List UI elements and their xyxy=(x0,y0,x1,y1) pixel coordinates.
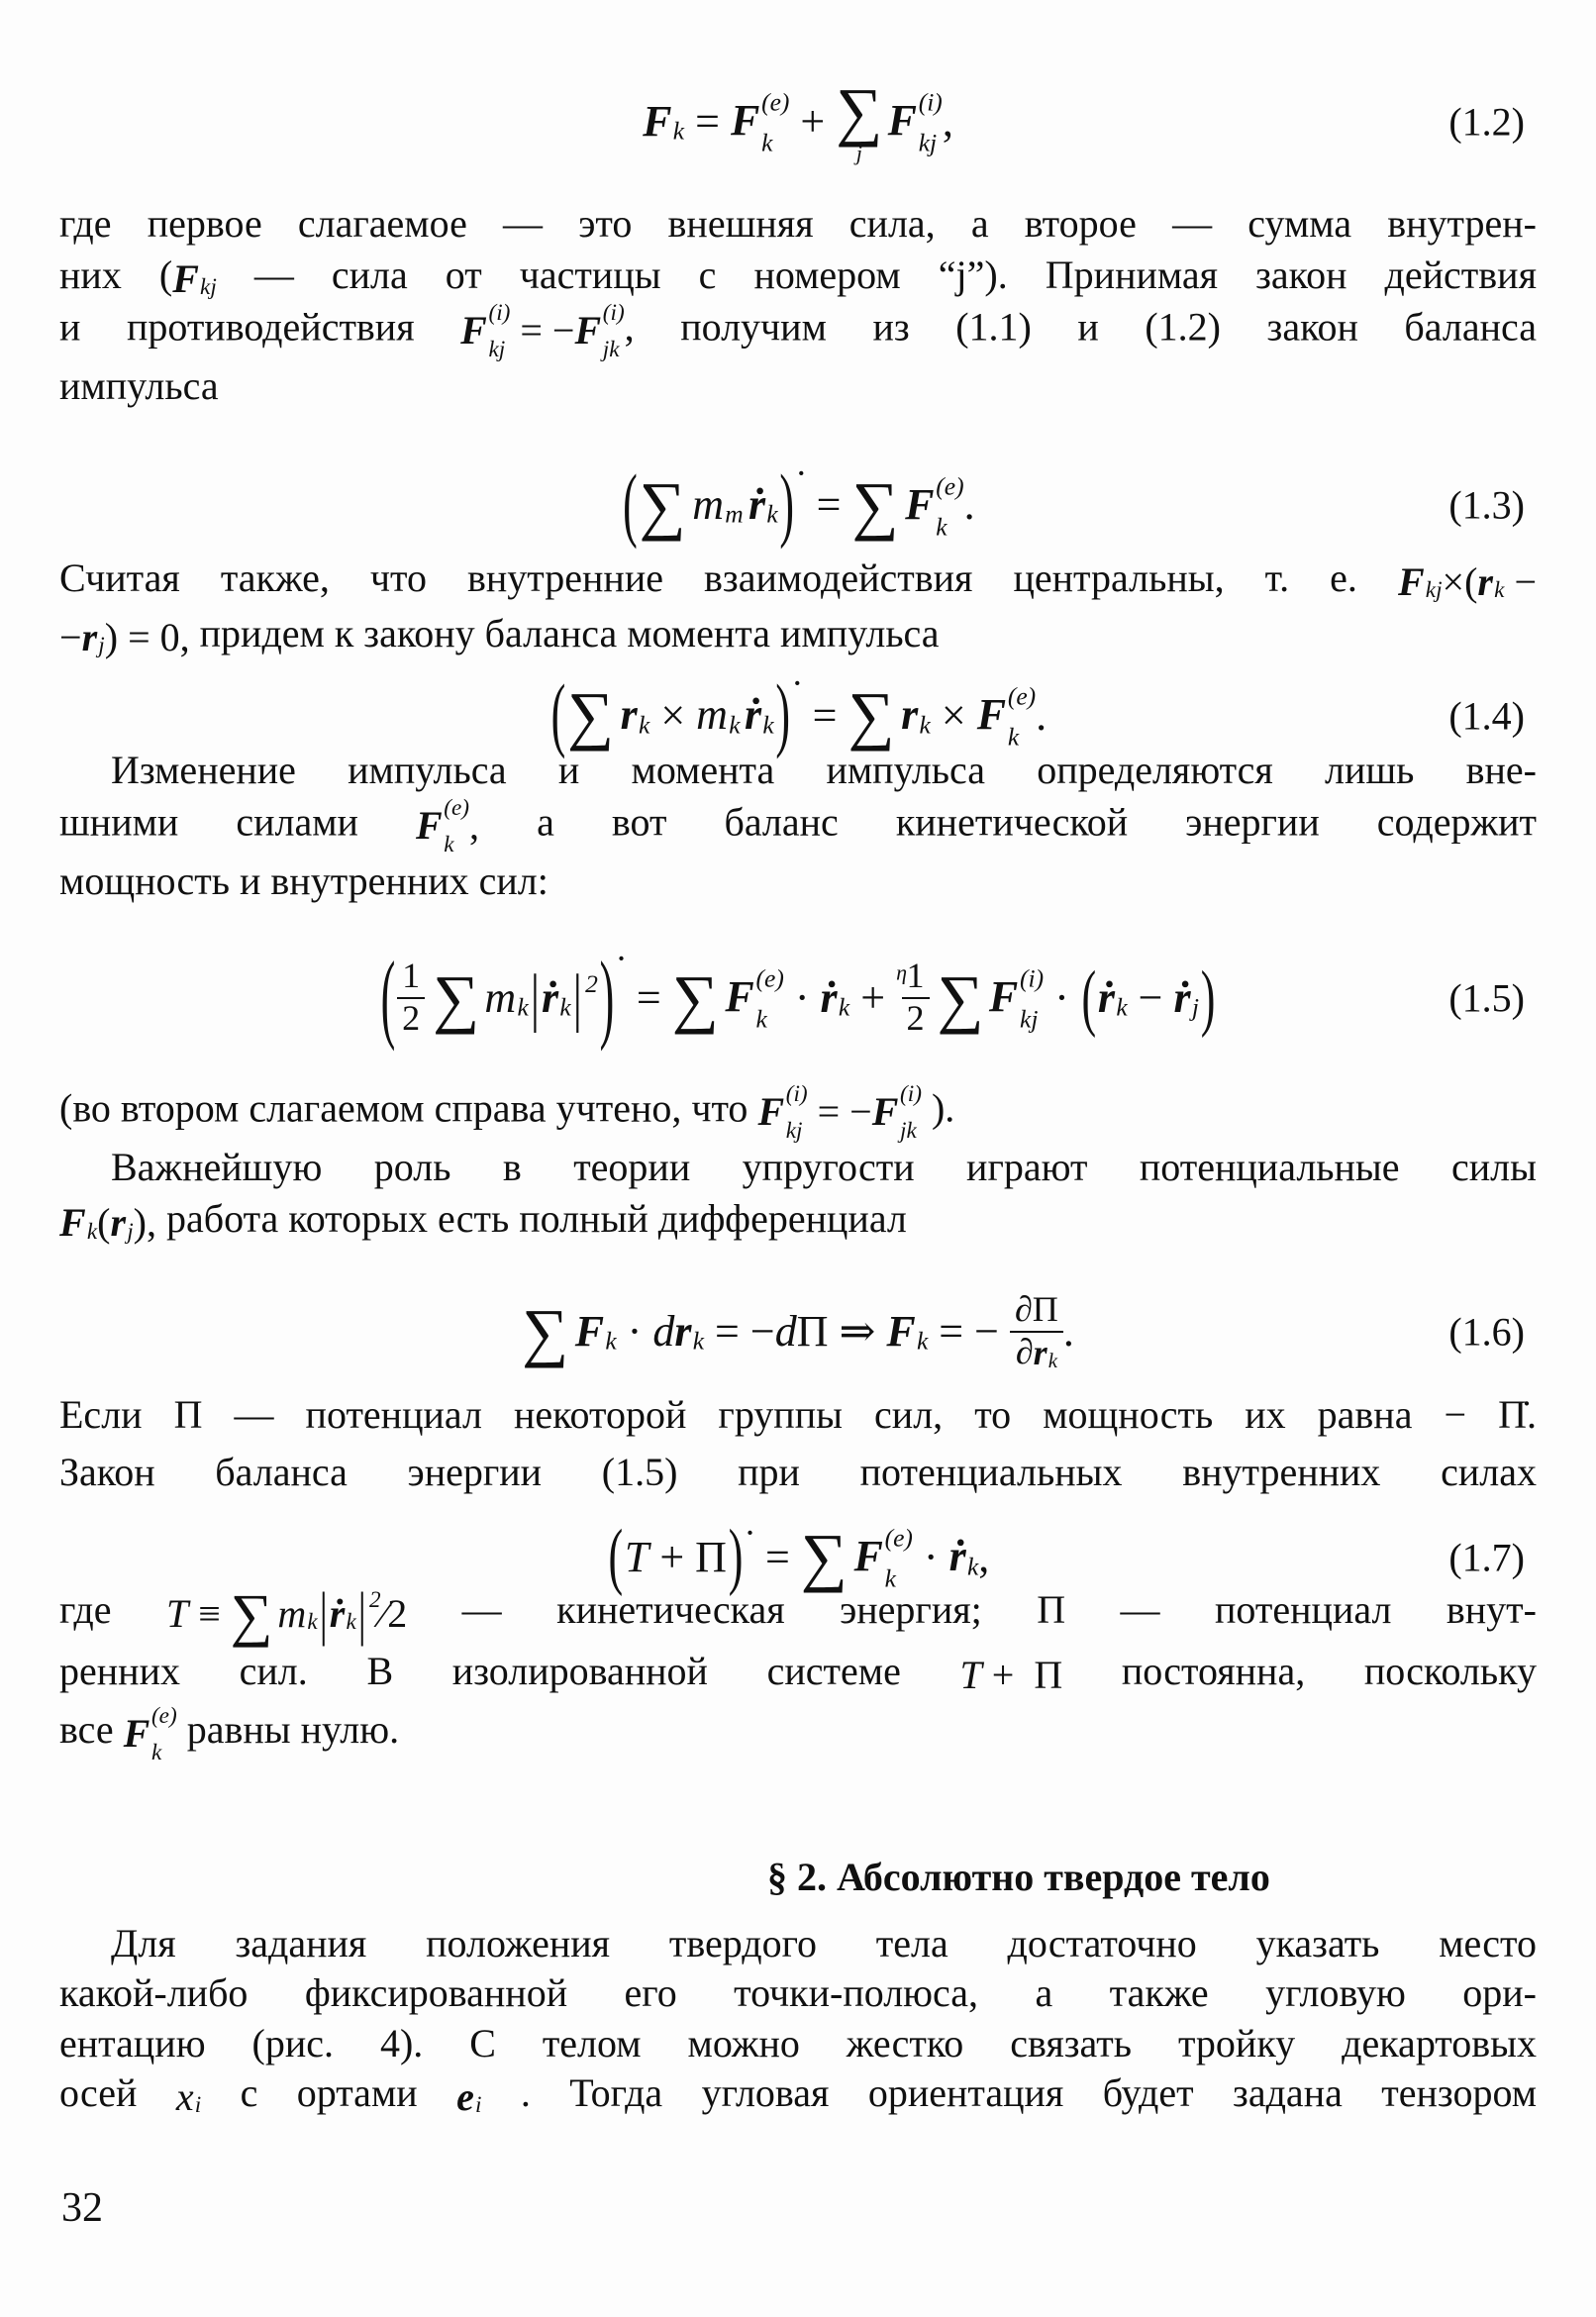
text-line xyxy=(59,2068,1537,2118)
equation-1-7-math: ( T + П ) · = ∑ F (e) k · ṙ k , xyxy=(608,1514,990,1598)
text-line xyxy=(59,1919,1537,1968)
equation-1-4-math: ( ∑ r k × m k ṙ k ) · = ∑ r k × F (e) k . xyxy=(550,667,1047,761)
text-segment: все xyxy=(59,1707,124,1753)
inline-math: F kj xyxy=(172,255,217,301)
text-segment: Для задания положения твердого тела достаточно указать место xyxy=(111,1921,1537,1965)
text-segment: придем к закону баланса момента импульса xyxy=(189,610,940,655)
text-line xyxy=(59,2019,1537,2068)
text-line xyxy=(59,300,1537,363)
text-line xyxy=(59,553,1537,608)
page-number: 32 xyxy=(61,2185,103,2231)
text-segment: Если П — потенциал некоторой группы сил, то мощность их равна − П̇. xyxy=(59,1392,1537,1437)
text-segment: работа которых есть полный дифференциал xyxy=(155,1196,907,1242)
text-line xyxy=(59,1142,1537,1193)
equation-1-5 xyxy=(59,926,1537,1069)
equation-1-2-number: (1.2) xyxy=(1448,99,1525,144)
text-segment: — кинетическая энергия; П — потенциал внут- xyxy=(407,1587,1537,1632)
equation-1-2-math: F k = F (e) k + ∑ j F (i) kj , xyxy=(643,75,953,166)
text-segment: равны нулю. xyxy=(176,1707,400,1753)
section-2-heading: § 2. Абсолютно твердое тело xyxy=(767,1855,1270,1899)
equation-1-7-number: (1.7) xyxy=(1448,1535,1525,1579)
text-line xyxy=(59,1644,1537,1702)
text-line xyxy=(59,360,1537,412)
text-line xyxy=(59,198,1537,250)
text-segment: — сила от частицы с номером “j”). Принимая закон действия xyxy=(216,252,1537,297)
text-segment: ). xyxy=(921,1085,955,1131)
text-segment: осей xyxy=(59,2070,176,2116)
inline-math: − r j ) = 0, xyxy=(59,614,190,659)
equation-1-6-number: (1.6) xyxy=(1448,1309,1525,1354)
text-segment: , получим из (1.1) и (1.2) закон баланса xyxy=(624,304,1537,350)
paragraph-external-internal-forces xyxy=(59,198,1537,412)
text-segment: а вот баланс кинетической энергии содержит xyxy=(479,799,1537,845)
inline-math: F (i) kj = − F (i) jk xyxy=(460,300,625,363)
text-segment: Считая также, что внутренние взаимодействия центральны, т. е. xyxy=(59,555,1398,600)
text-segment: . Тогда угловая ориентация будет задана тензором xyxy=(481,2070,1538,2116)
text-line xyxy=(59,745,1537,796)
text-segment: Закон баланса энергии (1.5) при потенциальных внутренних силах xyxy=(59,1450,1537,1494)
text-segment: где первое слагаемое — это внешняя сила, а второе — сумма внутрен- xyxy=(59,201,1537,246)
equation-1-3-number: (1.3) xyxy=(1448,482,1525,528)
text-segment: и противодействия xyxy=(59,304,461,350)
inline-math: T ≡ ∑ m k | ṙ k | 2 ∕2 xyxy=(165,1579,408,1649)
text-segment: них ( xyxy=(59,252,173,297)
equation-1-2 xyxy=(59,54,1537,188)
text-segment: Важнейшую роль в теории упругости играют потенциальные силы xyxy=(111,1145,1537,1190)
inline-math: e i xyxy=(456,2073,482,2119)
paragraph-kinetic-energy xyxy=(59,1579,1537,1766)
text-line xyxy=(59,796,1537,856)
equation-1-6 xyxy=(59,1269,1537,1393)
paragraph-rigid-body xyxy=(59,1919,1537,2119)
text-segment: шними силами xyxy=(59,799,416,845)
equation-1-3 xyxy=(59,451,1537,559)
text-segment: где xyxy=(59,1587,166,1632)
inline-math: F (i) kj = − F (i) jk xyxy=(757,1081,922,1145)
equation-1-6-math: ∑ F k · d r k = − d П ⇒ F k = − ∂П ∂ r k . xyxy=(522,1288,1074,1373)
paragraph-central-interactions xyxy=(59,553,1537,663)
inline-math: x i xyxy=(175,2073,202,2119)
equation-1-5-math: ( 1 2 ∑ m k | ṙ k | 2 ) · = ∑ F (e) k · ṙ k + η 1 2 ∑ F (i) kj · ( ṙ k − ṙ j ) xyxy=(380,941,1216,1053)
inline-math: T + П xyxy=(959,1653,1063,1698)
text-segment: мощность и внутренних сил: xyxy=(59,858,549,904)
text-segment: (во втором слагаемом справа учтено, что xyxy=(59,1085,758,1131)
inline-math: F (e) k xyxy=(123,1703,177,1766)
equation-1-4-number: (1.4) xyxy=(1448,693,1525,738)
paragraph-impulse-change xyxy=(59,745,1537,907)
text-line xyxy=(59,250,1537,301)
text-segment: какой-либо фиксированной его точки-полюса, а также угловую ори- xyxy=(59,1970,1537,2016)
text-line xyxy=(59,1386,1537,1444)
inline-math: F (e) k , xyxy=(416,795,480,858)
text-segment: Изменение импульса и момента импульса определяются лишь вне- xyxy=(111,748,1537,792)
text-segment: импульса xyxy=(59,363,219,409)
text-line xyxy=(59,1193,1537,1249)
text-segment: с ортами xyxy=(201,2070,457,2116)
text-line xyxy=(59,1444,1537,1501)
text-segment: постоянна, поскольку xyxy=(1062,1648,1537,1693)
equation-1-5-number: (1.5) xyxy=(1448,975,1525,1020)
text-line xyxy=(59,1579,1537,1649)
inline-math: F k ( r j ), xyxy=(59,1200,156,1246)
paragraph-potential-forces xyxy=(59,1082,1537,1249)
text-line xyxy=(59,608,1537,663)
text-line xyxy=(59,856,1537,907)
text-segment: ренних сил. В изолированной системе xyxy=(59,1648,960,1693)
text-line xyxy=(59,1968,1537,2018)
inline-math: F kj ×( r k − xyxy=(1397,558,1537,604)
text-line xyxy=(59,1702,1537,1766)
text-segment: ентацию (рис. 4). С телом можно жестко связать тройку декартовых xyxy=(59,2020,1537,2065)
equation-1-3-math: ( ∑ m m ṙ k ) · = ∑ F (e) k . xyxy=(623,457,975,551)
text-line xyxy=(59,1081,1537,1145)
paragraph-potential-group xyxy=(59,1386,1537,1501)
